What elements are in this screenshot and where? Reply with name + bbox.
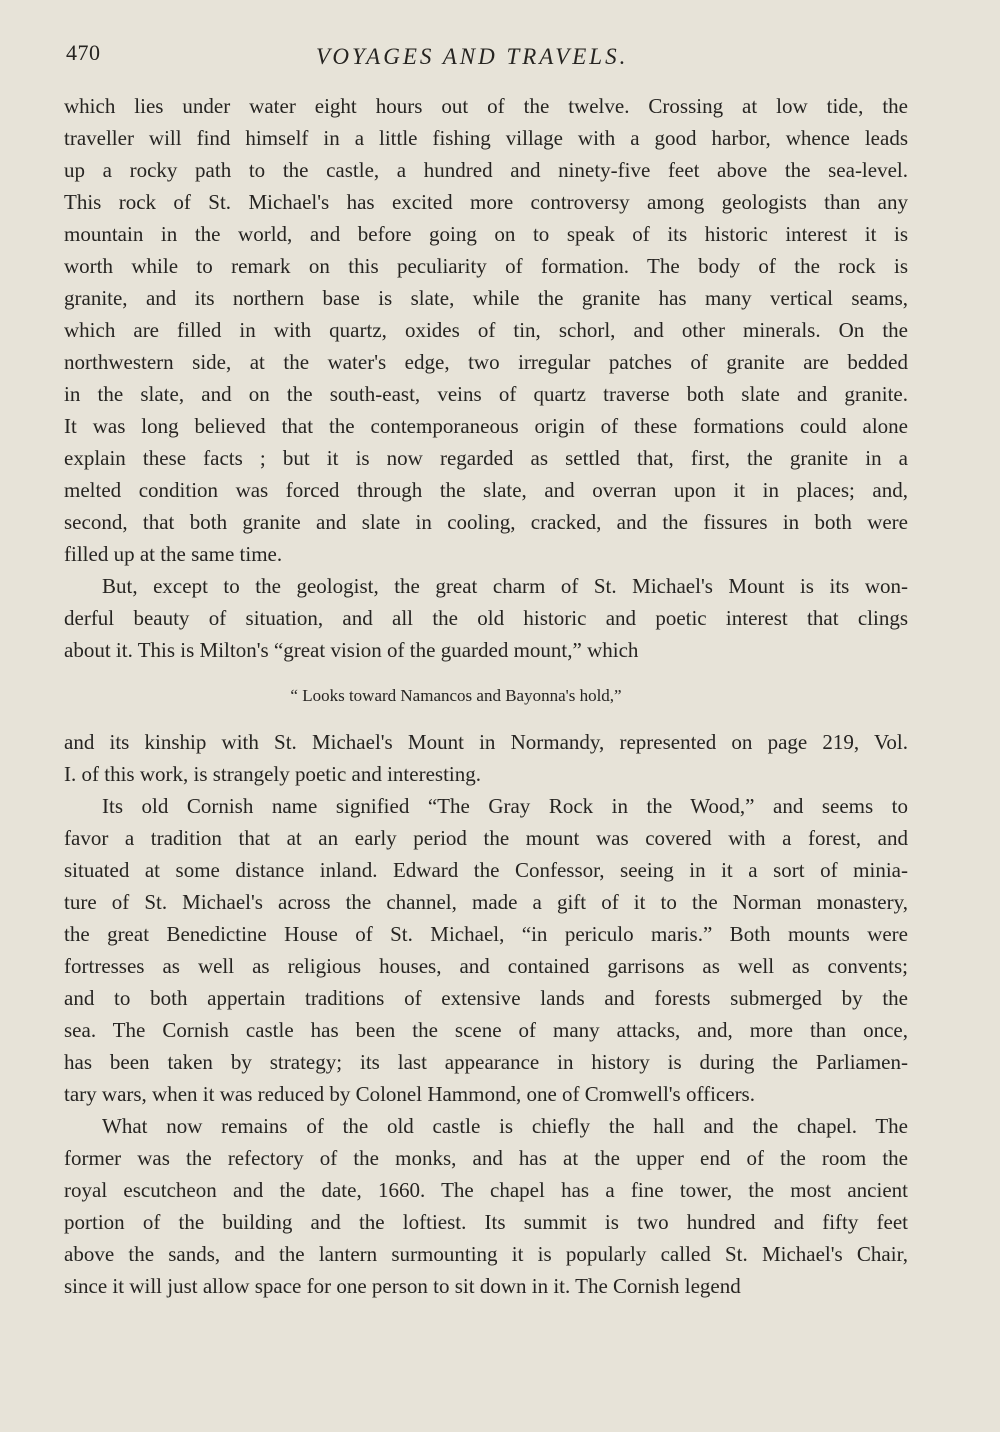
- text-line: tary wars, when it was reduced by Colonel Hammond, one of Cromwell's officers.: [64, 1082, 755, 1106]
- text-line: traveller will find himself in a little fishing village with a good harbor, whence leads: [64, 126, 908, 150]
- text-line: What now remains of the old castle is chiefly the hall and the chapel. The: [102, 1114, 908, 1138]
- text-line: about it. This is Milton's “great vision of the guarded mount,” which: [64, 638, 639, 662]
- text-line: Its old Cornish name signified “The Gray Rock in the Wood,” and seems to: [102, 794, 908, 818]
- text-line: the great Benedictine House of St. Michael, “in periculo maris.” Both mounts were: [64, 922, 908, 946]
- text-line: sea. The Cornish castle has been the scene of many attacks, and, more than once,: [64, 1018, 908, 1042]
- paragraph: [64, 1110, 908, 1302]
- page-number: 470: [66, 40, 101, 65]
- text-line: which lies under water eight hours out of the twelve. Crossing at low tide, the: [64, 94, 908, 118]
- text-line: up a rocky path to the castle, a hundred and ninety-five feet above the sea-level.: [64, 158, 908, 182]
- text-line: second, that both granite and slate in cooling, cracked, and the fissures in both were: [64, 510, 908, 534]
- text-line: It was long believed that the contemporaneous origin of these formations could alone: [64, 414, 908, 438]
- text-line: I. of this work, is strangely poetic and interesting.: [64, 762, 481, 786]
- running-head: [66, 40, 914, 80]
- text-line: favor a tradition that at an early period the mount was covered with a forest, and: [64, 826, 908, 850]
- text-line: derful beauty of situation, and all the old historic and poetic interest that clings: [64, 606, 908, 630]
- text-line: mountain in the world, and before going on to speak of its historic interest it is: [64, 222, 908, 246]
- text-line: and its kinship with St. Michael's Mount in Normandy, represented on page 219, Vol.: [64, 730, 908, 754]
- text-line: and to both appertain traditions of extensive lands and forests submerged by the: [64, 986, 908, 1010]
- paragraph: [64, 790, 908, 1110]
- text-line: northwestern side, at the water's edge, two irregular patches of granite are bedded: [64, 350, 908, 374]
- paragraph: [64, 90, 908, 570]
- text-line: has been taken by strategy; its last appearance in history is during the Parliamen-: [64, 1050, 908, 1074]
- paragraph: [64, 726, 908, 790]
- text-line: This rock of St. Michael's has excited more controversy among geologists than any: [64, 190, 908, 214]
- text-line: portion of the building and the loftiest. Its summit is two hundred and fifty feet: [64, 1210, 908, 1234]
- running-title: VOYAGES AND TRAVELS.: [316, 44, 629, 69]
- text-line: situated at some distance inland. Edward the Confessor, seeing in it a sort of minia-: [64, 858, 908, 882]
- text-line: worth while to remark on this peculiarity of formation. The body of the rock is: [64, 254, 908, 278]
- text-line: fortresses as well as religious houses, and contained garrisons as well as convents;: [64, 954, 908, 978]
- text-line: which are filled in with quartz, oxides of tin, schorl, and other minerals. On the: [64, 318, 908, 342]
- text-line: former was the refectory of the monks, and has at the upper end of the room the: [64, 1146, 908, 1170]
- text-line: melted condition was forced through the slate, and overran upon it in places; and,: [64, 478, 908, 502]
- text-line: in the slate, and on the south-east, veins of quartz traverse both slate and granite.: [64, 382, 908, 406]
- body-text: [64, 90, 908, 1302]
- text-line: filled up at the same time.: [64, 542, 283, 566]
- verse-quote: “ Looks toward Namancos and Bayonna's hold,”: [290, 686, 622, 705]
- text-line: ture of St. Michael's across the channel, made a gift of it to the Norman monastery,: [64, 890, 908, 914]
- text-line: since it will just allow space for one person to sit down in it. The Cornish legend: [64, 1274, 741, 1298]
- text-line: royal escutcheon and the date, 1660. The chapel has a fine tower, the most ancient: [64, 1178, 908, 1202]
- text-line: But, except to the geologist, the great charm of St. Michael's Mount is its won-: [102, 574, 908, 598]
- text-line: explain these facts ; but it is now regarded as settled that, first, the granite in a: [64, 446, 908, 470]
- text-line: granite, and its northern base is slate, while the granite has many vertical seams,: [64, 286, 908, 310]
- text-line: above the sands, and the lantern surmounting it is popularly called St. Michael's Chair,: [64, 1242, 908, 1266]
- paragraph: [64, 570, 908, 666]
